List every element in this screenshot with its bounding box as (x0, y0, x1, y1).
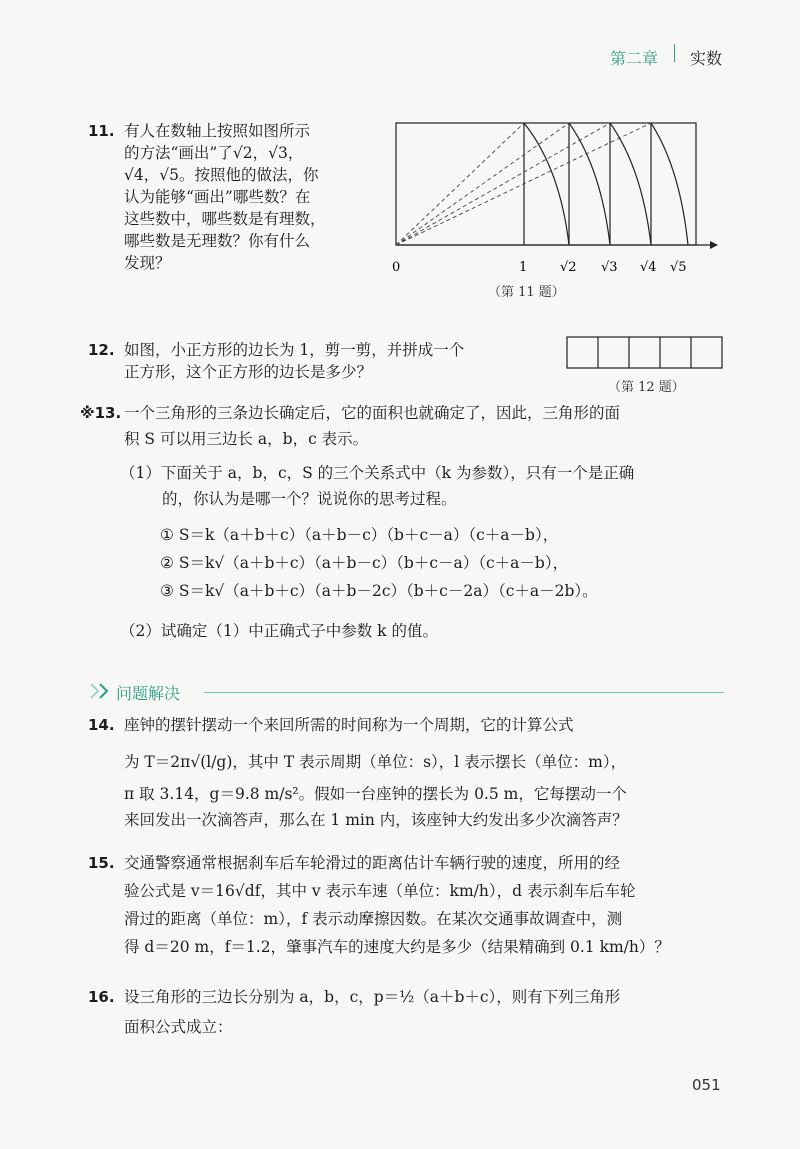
label-0: 0 (392, 260, 401, 275)
q12-line-1: 如图，小正方形的边长为 1，剪一剪，并拼成一个 (124, 341, 465, 359)
q14-line-4: 来回发出一次滴答声，那么在 1 min 内，该座钟大约发出多少次滴答声？ (124, 811, 628, 829)
arc-4 (651, 123, 688, 245)
section-divider (204, 692, 724, 693)
q12-line-2: 正方形，这个正方形的边长是多少？ (124, 363, 373, 381)
arc-1 (524, 123, 569, 245)
dashed-line-3 (396, 123, 610, 245)
q11-number: 11. (88, 122, 115, 140)
label-sqrt2: √2 (560, 260, 577, 275)
q12-text (124, 339, 464, 383)
q13-part2: （2）试确定（1）中正确式子中参数 k 的值。 (120, 622, 438, 640)
formula-1: ① S＝k（a＋b＋c）（a＋b－c）（b＋c－a）（c＋a－b）， (160, 526, 559, 544)
q11-line-7: 发现？ (124, 254, 171, 272)
chapter-label: 第二章 (610, 49, 659, 68)
q11-line-4: 认为能够“画出”哪些数？在 (124, 188, 311, 206)
label-sqrt4: √4 (640, 260, 657, 275)
q13-line-2: 积 S 可以用三边长 a，b，c 表示。 (124, 430, 369, 448)
label-sqrt3: √3 (601, 260, 618, 275)
q11-line-3: √4，√5。按照他的做法，你 (124, 166, 319, 184)
figure-caption-12: （第 12 题） (608, 380, 685, 395)
q11-text (124, 120, 326, 274)
q14-line-3: π 取 3.14，g＝9.8 m/s²。假如一台座钟的摆长为 0.5 m，它每摆动一个 (124, 785, 627, 803)
q13-part1-line-1: （1）下面关于 a，b，c，S 的三个关系式中（k 为参数），只有一个是正确 (120, 464, 635, 482)
q14-number: 14. (88, 716, 115, 734)
q13-number: ※13. (80, 404, 122, 422)
q16-number: 16. (88, 988, 115, 1006)
squares-outline (567, 337, 722, 368)
q15-number: 15. (88, 854, 115, 872)
q11-line-1: 有人在数轴上按照如图所示 (124, 122, 311, 140)
q11-number-line-figure (388, 118, 728, 308)
q15-line-2: 验公式是 v＝16√df，其中 v 表示车速（单位：km/h），d 表示刹车后车轮 (124, 882, 636, 900)
q14-text (124, 714, 628, 831)
label-1: 1 (519, 260, 528, 275)
q13-part1 (120, 462, 634, 510)
q15-line-1: 交通警察通常根据刹车后车轮滑过的距离估计车辆行驶的速度，所用的经 (124, 854, 621, 872)
page-number: 051 (692, 1076, 721, 1094)
q16-line-2: 面积公式成立： (124, 1018, 233, 1036)
formula-2: ② S＝k√（a＋b＋c）（a＋b－c）（b＋c－a）（c＋a－b）， (160, 554, 569, 572)
q14-line-1: 座钟的摆针摆动一个来回所需的时间称为一个周期，它的计算公式 (124, 716, 574, 734)
q11-line-2: 的方法“画出”了√2，√3， (124, 144, 304, 162)
q16-text (124, 986, 620, 1038)
q15-text (124, 852, 670, 958)
q11-line-5: 这些数中，哪些数是有理数， (124, 210, 326, 228)
axis-arrow-icon (710, 241, 718, 249)
q11-line-6: 哪些数是无理数？你有什么 (124, 232, 311, 250)
formula-3: ③ S＝k√（a＋b＋c）（a＋b－2c）（b＋c－2a）（c＋a－2b）。 (160, 582, 598, 600)
q13-text (124, 402, 620, 450)
header-divider (674, 44, 675, 62)
q14-line-2: 为 T＝2π√(l/g)，其中 T 表示周期（单位：s），l 表示摆长（单位：m）， (124, 753, 627, 771)
q13-part1-line-2: 的，你认为是哪一个？说说你的思考过程。 (162, 490, 457, 508)
q12-number: 12. (88, 341, 115, 359)
section-title: 问题解决 (116, 684, 181, 703)
chapter-title: 实数 (690, 49, 723, 68)
dashed-line-2 (396, 123, 569, 245)
q16-line-1: 设三角形的三边长分别为 a，b，c，p＝½（a＋b＋c），则有下列三角形 (124, 988, 621, 1006)
arc-2 (569, 123, 610, 245)
q12-squares-figure (566, 336, 726, 372)
arc-3 (610, 123, 651, 245)
q13-formulas (160, 524, 598, 602)
figure-caption-11: （第 11 题） (488, 285, 565, 300)
q15-line-3: 滑过的距离（单位：m），f 表示动摩擦因数。在某次交通事故调查中，测 (124, 910, 623, 928)
chevron-right-icon (88, 680, 118, 702)
q15-line-4: 得 d＝20 m，f＝1.2，肇事汽车的速度大约是多少（结果精确到 0.1 km/h）？ (124, 938, 670, 956)
dashed-line-1 (396, 123, 524, 245)
q13-line-1: 一个三角形的三条边长确定后，它的面积也就确定了，因此，三角形的面 (124, 404, 621, 422)
label-sqrt5: √5 (670, 260, 687, 275)
